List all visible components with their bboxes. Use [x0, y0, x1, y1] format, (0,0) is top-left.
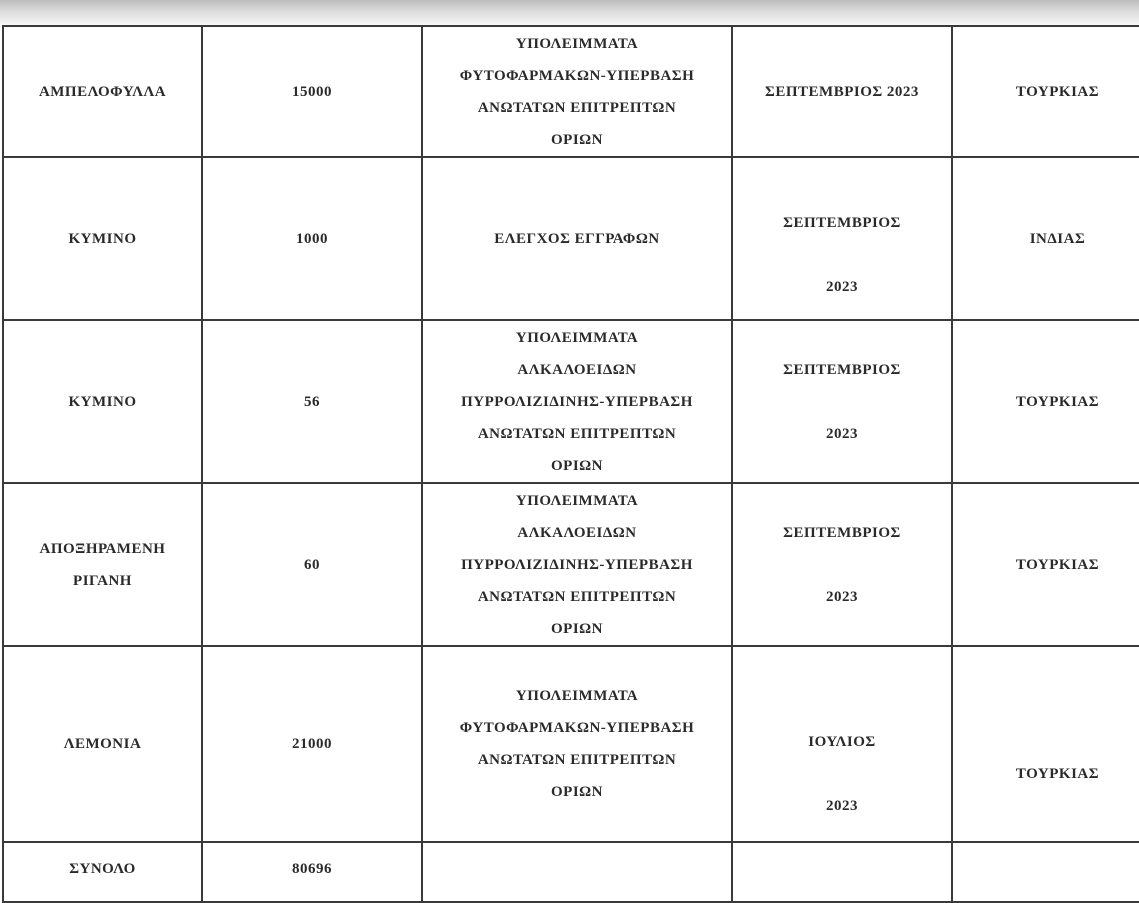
reason-cell — [422, 157, 732, 320]
total-quantity: 80696 — [202, 842, 422, 902]
quantity-cell: 1000 — [202, 157, 422, 320]
import-rejection-table — [2, 25, 1139, 903]
date-cell — [732, 483, 952, 646]
reason-line: ΦΥΤΟΦΑΡΜΑΚΩΝ-ΥΠΕΡΒΑΣΗ — [459, 720, 695, 736]
reason-line: ΟΡΙΩΝ — [550, 131, 603, 148]
empty-cell — [732, 842, 952, 902]
quantity-cell: 21000 — [202, 646, 422, 842]
date-cell — [732, 320, 952, 483]
reason-line: ΑΝΩΤΑΤΩΝ ΕΠΙΤΡΕΠΤΩΝ — [477, 425, 677, 442]
date-month: ΣΕΠΤΕΜΒΡΙΟΣ — [783, 361, 901, 378]
reason-line: ΥΠΟΛΕΙΜΜΑΤΑ — [515, 688, 639, 704]
reason-line: ΟΡΙΩΝ — [550, 784, 603, 800]
date-year: 2023 — [826, 425, 858, 442]
date-month: ΣΕΠΤΕΜΒΡΙΟΣ — [783, 214, 901, 231]
quantity-cell: 60 — [202, 483, 422, 646]
product-cell: ΑΜΠΕΛΟΦΥΛΛΑ — [3, 26, 202, 157]
origin-cell: ΤΟΥΡΚΙΑΣ — [952, 26, 1139, 157]
date-month: ΣΕΠΤΕΜΒΡΙΟΣ 2023 — [765, 83, 919, 100]
date-gap — [739, 549, 945, 581]
date-month: ΣΕΠΤΕΜΒΡΙΟΣ — [783, 524, 901, 541]
empty-cell — [422, 842, 732, 902]
reason-line: ΟΡΙΩΝ — [550, 457, 603, 474]
product-cell: ΑΠΟΞΗΡΑΜΕΝΗ ΡΙΓΑΝΗ — [3, 483, 202, 646]
table-row — [3, 320, 1139, 483]
date-gap — [739, 239, 945, 271]
origin-cell: ΤΟΥΡΚΙΑΣ — [952, 320, 1139, 483]
reason-line: ΟΡΙΩΝ — [550, 620, 603, 637]
top-scan-edge — [0, 0, 1139, 28]
date-gap — [739, 758, 945, 790]
reason-line: ΕΛΕΓΧΟΣ ΕΓΓΡΑΦΩΝ — [494, 230, 660, 247]
table-row — [3, 483, 1139, 646]
product-cell: ΛΕΜΟΝΙΑ — [3, 646, 202, 842]
reason-cell — [422, 646, 732, 842]
total-row — [3, 842, 1139, 902]
date-year: 2023 — [826, 588, 858, 605]
date-cell — [732, 26, 952, 157]
date-year: 2023 — [826, 798, 858, 814]
origin-cell: ΙΝΔΙΑΣ — [952, 157, 1139, 320]
reason-line: ΑΝΩΤΑΤΩΝ ΕΠΙΤΡΕΠΤΩΝ — [477, 752, 677, 768]
origin-cell: ΤΟΥΡΚΙΑΣ — [952, 646, 1139, 842]
reason-line: ΑΛΚΑΛΟΕΙΔΩΝ — [517, 524, 637, 541]
product-cell: ΚΥΜΙΝΟ — [3, 320, 202, 483]
origin-cell: ΤΟΥΡΚΙΑΣ — [952, 483, 1139, 646]
reason-line: ΑΝΩΤΑΤΩΝ ΕΠΙΤΡΕΠΤΩΝ — [477, 588, 677, 605]
reason-line: ΥΠΟΛΕΙΜΜΑΤΑ — [515, 492, 639, 509]
reason-line: ΦΥΤΟΦΑΡΜΑΚΩΝ-ΥΠΕΡΒΑΣΗ — [459, 67, 695, 84]
date-month: ΙΟΥΛΙΟΣ — [808, 734, 876, 750]
reason-line: ΑΛΚΑΛΟΕΙΔΩΝ — [517, 361, 637, 378]
quantity-cell: 15000 — [202, 26, 422, 157]
reason-line: ΥΠΟΛΕΙΜΜΑΤΑ — [515, 329, 639, 346]
reason-cell — [422, 483, 732, 646]
reason-cell — [422, 26, 732, 157]
date-gap — [739, 386, 945, 418]
date-year: 2023 — [826, 278, 858, 295]
reason-line: ΥΠΟΛΕΙΜΜΑΤΑ — [515, 35, 639, 52]
quantity-cell: 56 — [202, 320, 422, 483]
date-cell — [732, 646, 952, 842]
table-row — [3, 26, 1139, 157]
total-label: ΣΥΝΟΛΟ — [3, 842, 202, 902]
date-cell — [732, 157, 952, 320]
reason-line: ΠΥΡΡΟΛΙΖΙΔΙΝΗΣ-ΥΠΕΡΒΑΣΗ — [461, 556, 693, 573]
product-cell: ΚΥΜΙΝΟ — [3, 157, 202, 320]
reason-line: ΑΝΩΤΑΤΩΝ ΕΠΙΤΡΕΠΤΩΝ — [477, 99, 677, 116]
empty-cell — [952, 842, 1139, 902]
reason-cell — [422, 320, 732, 483]
reason-line: ΠΥΡΡΟΛΙΖΙΔΙΝΗΣ-ΥΠΕΡΒΑΣΗ — [461, 393, 693, 410]
table-row — [3, 157, 1139, 320]
table-row — [3, 646, 1139, 842]
